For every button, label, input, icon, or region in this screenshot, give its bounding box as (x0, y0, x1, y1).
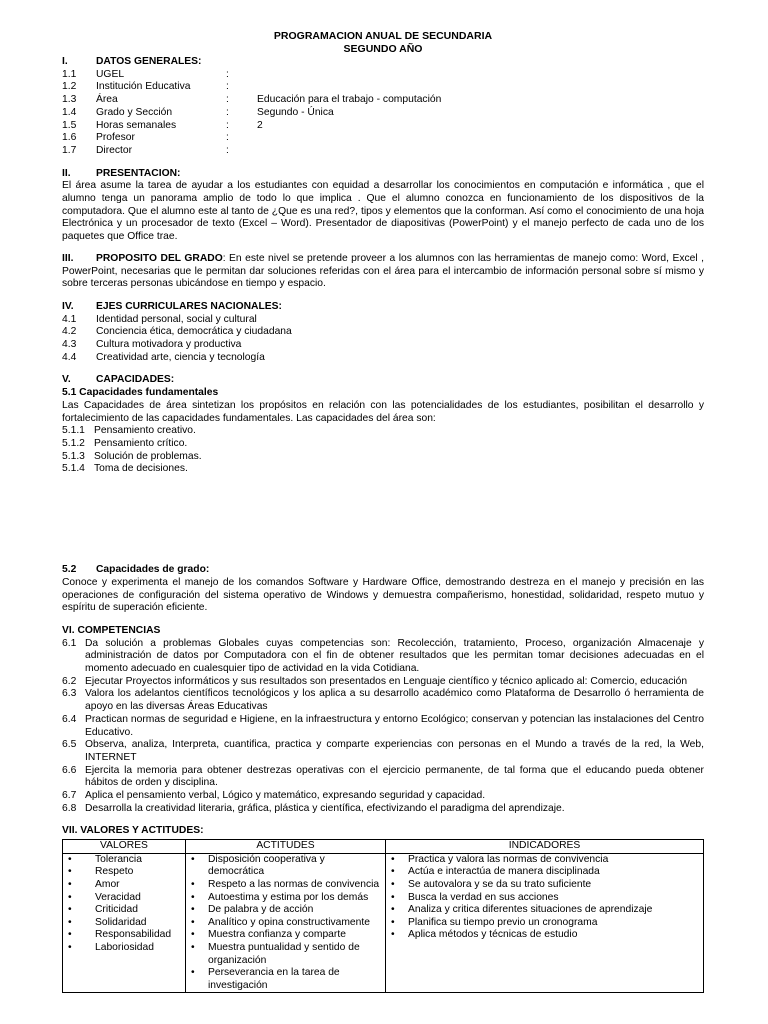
section-heading: DATOS GENERALES: (96, 56, 202, 67)
item-number: 1.1 (62, 68, 77, 80)
item-text: Cultura motivadora y productiva (96, 339, 242, 351)
capacidades-fundamentales-text: Las Capacidades de área sintetizan los propósitos en relación con las potencialidades de los estudiantes, posibilitan el desarrollo y fortalecimiento de las capacidades fundamentales. Las capacidades del área son: (62, 399, 704, 424)
item-number: 6.3 (62, 688, 77, 700)
item-text: Ejecutar Proyectos informáticos y sus resultados son presentados en Lenguaje científico y técnico aplicado al: Comercio, educación (85, 675, 688, 687)
list-item (62, 638, 704, 676)
section-heading: CAPACIDADES: (96, 374, 175, 386)
datos-row (62, 120, 704, 133)
table-header-row (63, 840, 704, 854)
item-number: 1.7 (62, 144, 77, 156)
item-label: Área (96, 94, 118, 106)
section-number: III. (62, 252, 74, 264)
bullet-icon: • (391, 891, 395, 903)
list-item (62, 676, 704, 689)
datos-row (62, 81, 704, 94)
item-text: Analítico y opina constructivamente (208, 916, 370, 928)
item-colon: : (226, 94, 229, 106)
bullet-icon: • (391, 866, 395, 878)
bullet-icon: • (391, 916, 395, 928)
document-subtitle: SEGUNDO AÑO (343, 42, 423, 55)
item-value: Segundo - Única (257, 106, 334, 118)
section-heading: PROPOSITO DEL GRADO (96, 252, 223, 264)
bullet-icon: • (391, 904, 395, 916)
valor-item (65, 904, 183, 917)
bullet-icon: • (391, 853, 395, 865)
blank-space (62, 476, 704, 564)
item-number: 6.5 (62, 739, 77, 751)
item-text: Planifica su tiempo previo un cronograma (408, 916, 598, 928)
item-text: Conciencia ética, democrática y ciudadana (96, 326, 292, 338)
item-number: 1.4 (62, 106, 77, 118)
indicador-item (388, 892, 701, 905)
list-item (62, 463, 704, 476)
bullet-icon: • (191, 967, 195, 979)
list-item (62, 451, 704, 464)
datos-row (62, 145, 704, 158)
section-heading: EJES CURRICULARES NACIONALES: (96, 300, 282, 312)
valores-cell (63, 853, 186, 993)
bullet-icon: • (391, 929, 395, 941)
item-colon: : (226, 144, 229, 156)
datos-row (62, 132, 704, 145)
valor-item (65, 892, 183, 905)
competencias-list (62, 638, 704, 816)
valores-table (62, 839, 704, 993)
bullet-icon: • (68, 941, 72, 953)
item-text: Aplica el pensamiento verbal, Lógico y matemático, expresando seguridad y capacidad. (85, 790, 486, 802)
valor-item (65, 879, 183, 892)
item-text: Busca la verdad en sus acciones (408, 891, 559, 903)
table-row (63, 853, 704, 993)
item-text: Identidad personal, social y cultural (96, 313, 257, 325)
valor-item (65, 929, 183, 942)
section-presentacion (62, 168, 704, 181)
item-number: 5.1.4 (62, 463, 85, 475)
item-text: Laboriosidad (95, 941, 154, 953)
indicador-item (388, 854, 701, 867)
section-number: II. (62, 167, 71, 179)
list-item (62, 714, 704, 739)
valor-item (65, 917, 183, 930)
item-text: Muestra confianza y comparte (208, 929, 346, 941)
bullet-icon: • (191, 878, 195, 890)
actitud-item (188, 854, 383, 879)
item-text: Desarrolla la creatividad literaria, gráfica, plástica y científica, efectivizando el paradigma del aprendizaje. (85, 802, 565, 814)
item-number: 5.1.3 (62, 450, 85, 462)
item-text: Veracidad (95, 891, 141, 903)
item-label: UGEL (96, 68, 125, 80)
datos-row (62, 107, 704, 120)
item-number: 6.1 (62, 637, 77, 649)
item-text: Toma de decisiones. (94, 463, 188, 475)
list-item (62, 765, 704, 790)
bullet-icon: • (68, 866, 72, 878)
section-number: IV. (62, 300, 74, 312)
indicador-item (388, 904, 701, 917)
item-text: Se autovalora y se da su trato suficiente (408, 878, 592, 890)
item-number: 4.2 (62, 326, 77, 338)
bullet-icon: • (68, 878, 72, 890)
item-number: 4.3 (62, 339, 77, 351)
item-text: Da solución a problemas Globales cuyas competencias son: Recolección, tratamiento, Proceso, organización Almacenaje y administración de datos por Computadora con el fin de obtener resultados que les permitan tomar decisiones adecuadas en el momento adecuado en cualesquier tipo de actividad en la vida Cotidiana. (85, 637, 704, 675)
item-number: 1.3 (62, 94, 77, 106)
item-text: Perseverancia en la tarea de investigación (208, 967, 340, 991)
valor-item (65, 854, 183, 867)
item-value: Educación para el trabajo - computación (257, 94, 442, 106)
item-text: Valora los adelantos científicos tecnológicos y los aplica a su desarrollo académico como Plataforma de Desarrollo ó herramienta de apoyo en las diversas Áreas Educativas (85, 688, 704, 713)
item-label: Profesor (96, 132, 135, 144)
datos-row (62, 94, 704, 107)
document-title: PROGRAMACION ANUAL DE SECUNDARIA (273, 30, 493, 42)
item-number: 6.2 (62, 675, 77, 687)
section-datos-generales (62, 56, 704, 69)
list-item (62, 314, 704, 327)
bullet-icon: • (68, 891, 72, 903)
actitud-item (188, 942, 383, 967)
item-text: Creatividad arte, ciencia y tecnología (96, 351, 265, 363)
item-text: Disposición cooperativa y democrática (208, 853, 325, 878)
list-item (62, 352, 704, 365)
bullet-icon: • (191, 904, 195, 916)
bullet-icon: • (68, 853, 72, 865)
subsection-capacidades-grado (62, 564, 704, 577)
item-text: Muestra puntualidad y sentido de organización (208, 941, 360, 966)
indicador-item (388, 866, 701, 879)
subsection-heading: Capacidades de grado: (96, 564, 210, 576)
item-text: Responsabilidad (95, 929, 172, 941)
indicadores-cell (386, 853, 704, 993)
actitud-item (188, 917, 383, 930)
list-item (62, 803, 704, 816)
list-item (62, 438, 704, 451)
item-text: Solidaridad (95, 916, 147, 928)
bullet-icon: • (68, 904, 72, 916)
item-text: Autoestima y estima por los demás (208, 891, 369, 903)
section-competencias: VI. COMPETENCIAS (62, 624, 161, 636)
item-text: Tolerancia (95, 853, 142, 865)
section-ejes (62, 301, 704, 314)
actitud-item (188, 929, 383, 942)
item-number: 6.6 (62, 764, 77, 776)
indicador-item (388, 879, 701, 892)
item-colon: : (226, 106, 229, 118)
actitud-item (188, 879, 383, 892)
item-number: 4.1 (62, 313, 77, 325)
item-number: 5.1.1 (62, 425, 85, 437)
item-text: Ejercita la memoria para obtener destrezas operativas con el ejercicio permanente, de tal forma que el educando pueda obtener hábitos de orden y disciplina. (85, 764, 704, 789)
item-number: 1.5 (62, 119, 77, 131)
valor-item (65, 866, 183, 879)
item-label: Horas semanales (96, 119, 177, 131)
subsection-capacidades-fundamentales: 5.1 Capacidades fundamentales (62, 387, 219, 399)
column-header-valores: VALORES (63, 840, 186, 854)
proposito-text: : En este nivel se pretende proveer a los alumnos con las herramientas de manejo como: Word, Excel , PowerPoint, necesarias que le permitan dar soluciones referidas con el área para el intercambio de información personal sobre sí mismo y sobre terceras personas ubicándose en tiempo y espacio. (62, 252, 704, 290)
column-header-actitudes: ACTITUDES (186, 840, 386, 854)
item-number: 1.6 (62, 132, 77, 144)
section-proposito (62, 253, 704, 291)
item-number: 4.4 (62, 351, 77, 363)
section-number: I. (62, 56, 68, 67)
capacidades-list (62, 425, 704, 476)
item-text: Respeto a las normas de convivencia (208, 878, 380, 890)
list-item (62, 326, 704, 339)
item-text: Amor (95, 878, 120, 890)
datos-generales-list (62, 69, 704, 158)
item-colon: : (226, 81, 229, 93)
item-text: Aplica métodos y técnicas de estudio (408, 929, 578, 941)
bullet-icon: • (191, 929, 195, 941)
item-text: Analiza y critica diferentes situaciones de aprendizaje (408, 904, 653, 916)
item-text: Practica y valora las normas de convivencia (408, 853, 609, 865)
capacidades-grado-text: Conoce y experimenta el manejo de los comandos Software y Hardware Office, demostrando destreza en el manejo y precisión en las operaciones de configuración del sistema operativo de Windows y demuestra compañerismo, honestidad, solidaridad, respeto mutuo y espíritu de superación eficiente. (62, 576, 704, 614)
item-colon: : (226, 68, 229, 80)
item-value: 2 (257, 119, 263, 131)
section-number: V. (62, 374, 71, 386)
bullet-icon: • (191, 891, 195, 903)
item-number: 5.1.2 (62, 437, 85, 449)
bullet-icon: • (191, 916, 195, 928)
bullet-icon: • (391, 878, 395, 890)
item-text: Respeto (95, 866, 134, 878)
indicador-item (388, 929, 701, 942)
actitud-item (188, 892, 383, 905)
valor-item (65, 942, 183, 955)
presentacion-text: El área asume la tarea de ayudar a los estudiantes con equidad a desarrollar los conocimientos en computación e informática , que el alumno tenga un panorama amplio de todo lo que implica . Que el alumno conozca en funcionamiento de los dispositivos de la computadora. Que el alumno este al tanto de ¿Que es una red?, tipos y elementos que la conforman. Así como el conocimiento de una hoja Electrónica y un procesador de texto (Excel – Word). Presentador de diapositivas (PowerPoint) y el manejo perfecto de cada uno de los paquetes que Office trae. (62, 180, 704, 243)
list-item (62, 790, 704, 803)
list-item (62, 425, 704, 438)
subsection-number: 5.2 (62, 564, 77, 576)
bullet-icon: • (68, 916, 72, 928)
section-heading: PRESENTACION: (96, 167, 181, 179)
actitudes-cell (186, 853, 386, 993)
ejes-list (62, 314, 704, 365)
indicador-item (388, 917, 701, 930)
item-colon: : (226, 132, 229, 144)
item-text: De palabra y de acción (208, 904, 314, 916)
item-label: Grado y Sección (96, 106, 173, 118)
list-item (62, 339, 704, 352)
item-number: 6.4 (62, 713, 77, 725)
item-number: 6.7 (62, 790, 77, 802)
item-label: Director (96, 144, 133, 156)
item-text: Practican normas de seguridad e Higiene, en la infraestructura y entorno Ecológico; conservan y potencian las instalaciones del Centro Educativo. (85, 713, 704, 738)
document-page (62, 30, 704, 993)
bullet-icon: • (191, 941, 195, 953)
column-header-indicadores: INDICADORES (386, 840, 704, 854)
item-number: 1.2 (62, 81, 77, 93)
datos-row (62, 69, 704, 82)
item-text: Pensamiento creativo. (94, 425, 196, 437)
item-text: Actúa e interactúa de manera disciplinada (408, 866, 600, 878)
list-item (62, 739, 704, 764)
section-capacidades (62, 374, 704, 387)
item-text: Observa, analiza, Interpreta, cuantifica, practica y comparte experiencias con personas en el Mundo a través de la red, la Web, INTERNET (85, 739, 704, 763)
bullet-icon: • (191, 853, 195, 865)
actitud-item (188, 904, 383, 917)
item-number: 6.8 (62, 802, 77, 814)
item-text: Pensamiento crítico. (94, 437, 188, 449)
actitud-item (188, 967, 383, 992)
list-item (62, 688, 704, 713)
item-text: Solución de problemas. (94, 450, 202, 462)
item-text: Criticidad (95, 904, 138, 916)
item-label: Institución Educativa (96, 81, 191, 93)
bullet-icon: • (68, 929, 72, 941)
item-colon: : (226, 119, 229, 131)
section-valores-actitudes: VII. VALORES Y ACTITUDES: (62, 825, 204, 837)
